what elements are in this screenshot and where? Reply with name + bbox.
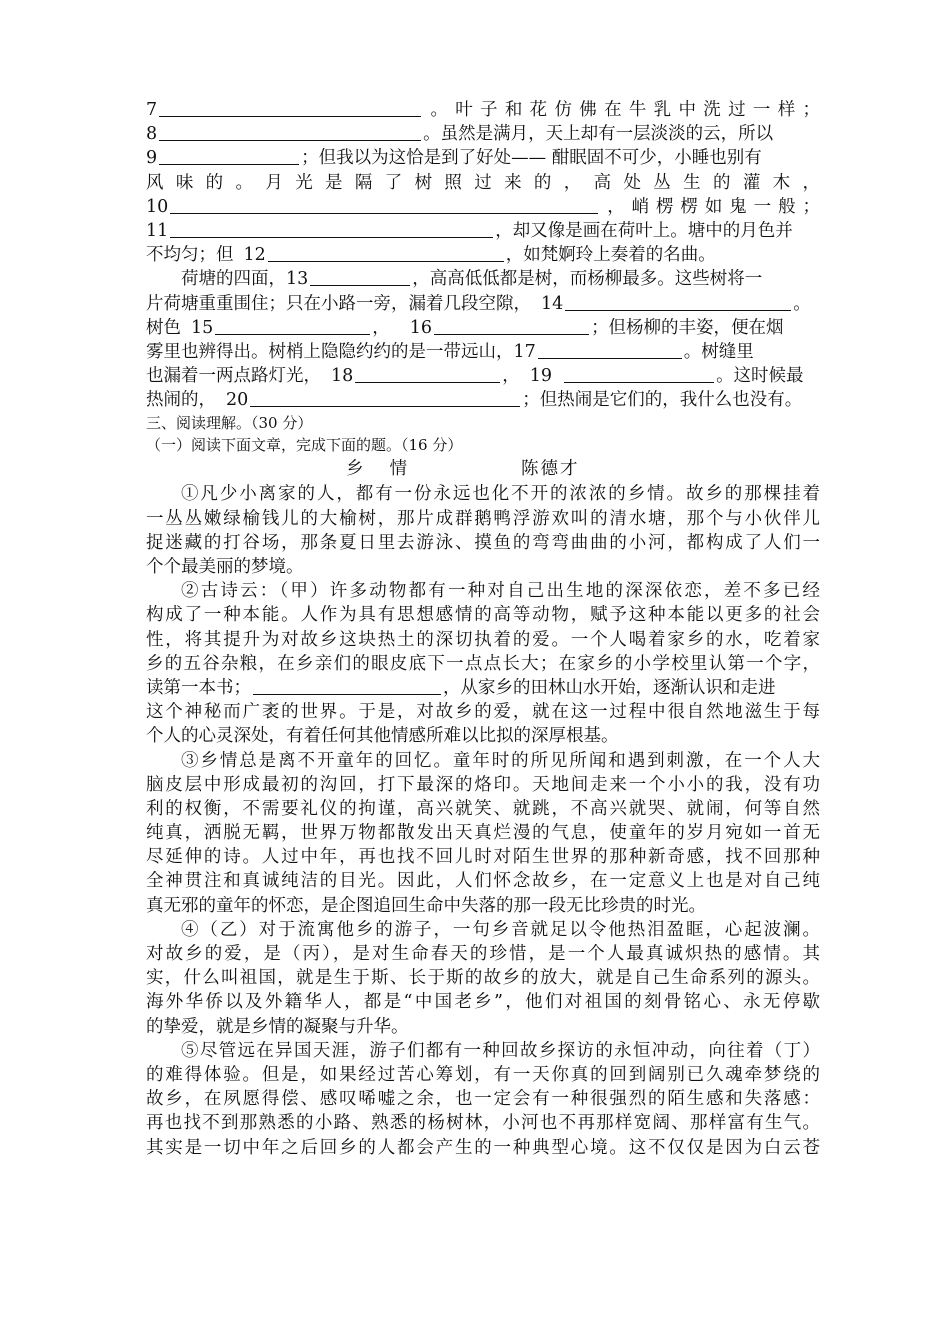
blank-8[interactable]	[159, 123, 421, 141]
section-heading: 三、阅读理解。（30 分）	[146, 414, 313, 433]
blank-14[interactable]	[565, 293, 791, 311]
article-title: 乡情	[346, 459, 433, 480]
fill-blank-section	[146, 98, 820, 412]
blank-11[interactable]	[170, 220, 493, 238]
blank-row-7: 7 。叶子和花仿佛在牛乳中洗过一样；	[146, 100, 820, 120]
blank-row-18-19: 也漏着一两点路灯光， 18 ， 19 。这时候最	[146, 366, 804, 387]
blank-row-17: 雾里也辨得出。树梢上隐隐约约的是一带远山，17 。树缝里	[146, 341, 754, 362]
blank-article[interactable]	[253, 677, 441, 695]
blank-row-text: 风味的。月光是隔了树照过来的，高处丛生的灌木，	[146, 172, 820, 193]
article-title-row	[146, 456, 820, 482]
blank-16[interactable]	[434, 317, 589, 335]
blank-7[interactable]	[159, 99, 421, 117]
blank-18[interactable]	[355, 365, 500, 383]
article-author: 陈德才	[521, 459, 580, 480]
blank-15[interactable]	[215, 317, 370, 335]
blank-row-10: 10 ，峭楞楞如鬼一般；	[146, 196, 820, 217]
blank-10[interactable]	[170, 196, 598, 214]
paragraph-4: ④（乙）对于流寓他乡的游子，一句乡音就足以令他热泪盈眶，心起波澜。 对故乡的爱，是（丙），是对生命春天的珍惜，是一个人最真诚炽热的感情。其 实，什么叫祖国，就是生于斯、长于斯的故乡的放大，就是自己生命系列的源头。 海外华侨以及外籍华人，都是“中国老乡”，他们对祖国的刻骨铭心、永无停歇 的挚爱，就是乡情的凝聚与升华。	[146, 919, 820, 1037]
blank-row-20: 热闹的， 20 ；但热闹是它们的，我什么也没有。	[146, 390, 803, 411]
blank-13[interactable]	[310, 268, 410, 286]
paragraph-3: ③乡情总是离不开童年的回忆。童年时的所见所闻和遇到刺激，在一个人大 脑皮层中形成最初的沟回，打下最深的烙印。天地间走来一个小小的我，没有功 利的权衡，不需要礼仪的拘谨，高兴就笑、就跳，不高兴就哭、就闹，何等自然 纯真，洒脱无羁，世界万物都散发出天真烂漫的气息，使童年的岁月宛如一首无 尽延伸的诗。人过中年，再也找不回儿时对陌生世界的那种新奇感，找不回那种 全神贯注和真诚纯洁的目光。因此，人们怀念故乡，在一定意义上也是对自己纯 真无邪的童年的怀恋，是企图追回生命中失落的那一段无比珍贵的时光。	[146, 750, 820, 916]
paragraph-1: ①凡少小离家的人，都有一份永远也化不开的浓浓的乡情。故乡的那棵挂着 一丛丛嫩绿榆钱儿的大榆树，那片成群鹅鸭浮游欢叫的清水塘，那个与小伙伴儿 捉迷藏的打谷场，那条夏日里去游泳、摸鱼的弯弯曲曲的小河，都构成了人们一 个个最美丽的梦境。	[146, 484, 820, 577]
blank-row-8: 8 。虽然是满月，天上却有一层淡淡的云，所以	[146, 124, 774, 145]
blank-19[interactable]	[564, 365, 714, 383]
blank-9[interactable]	[159, 147, 299, 165]
blank-row-13: 荷塘的四面，13 ，高高低低都是树，而杨柳最多。这些树将一	[181, 269, 763, 290]
blank-row-14: 片荷塘重重围住；只在小路一旁，漏着几段空隙， 14 。	[146, 293, 811, 314]
blank-row-11: 11 ，却又像是画在荷叶上。塘中的月色并	[146, 220, 793, 241]
blank-20[interactable]	[250, 389, 520, 407]
section-subheading: （一）阅读下面文章，完成下面的题。（16 分）	[146, 436, 463, 455]
paragraph-5: ⑤尽管远在异国天涯，游子们都有一种回故乡探访的永恒冲动，向往着（丁） 的难得体验。但是，如果经过苦心筹划，有一天你真的回到阔别已久魂牵梦绕的 故乡，在夙愿得偿、感叹唏嘘之余，也一定会有一种很强烈的陌生感和失落感： 再也找不到那熟悉的小路、熟悉的杨树林，小河也不再那样宽阔、那样富有生气。 其实是一切中年之后回乡的人都会产生的一种典型心境。这不仅仅是因为白云苍	[146, 1040, 820, 1158]
blank-17[interactable]	[538, 341, 682, 359]
paragraph-2: ②古诗云：（甲）许多动物都有一种对自己出生地的深深依恋，差不多已经 构成了一种本能。人作为具有思想感情的高等动物，赋予这种本能以更多的社会 性，将其提升为对故乡这块热土的深切执着的爱。一个人喝着家乡的水，吃着家 乡的五谷杂粮，在乡亲们的眼皮底下一点点长大；在家乡的小学校里认第一个字， 读第一本书； ，从家乡的田林山水开始，逐渐认识和走进 这个神秘而广袤的世界。于是，对故乡的爱，就在这一过程中很自然地滋生于每 个人的心灵深处，有着任何其他情感所难以比拟的深厚根基。	[146, 581, 820, 747]
blank-row-15-16: 树色 15 ， 16 ；但杨柳的丰姿，便在烟	[146, 317, 784, 338]
blank-12[interactable]	[268, 244, 504, 262]
blank-row-9: 9 ；但我以为这恰是到了好处—— 酣眠固不可少，小睡也别有	[146, 148, 762, 169]
blank-row-12: 不均匀；但 12 ，如梵婀玲上奏着的名曲。	[146, 245, 716, 266]
paragraph-2-blank-row: 读第一本书； ，从家乡的田林山水开始，逐渐认识和走进	[146, 677, 776, 698]
